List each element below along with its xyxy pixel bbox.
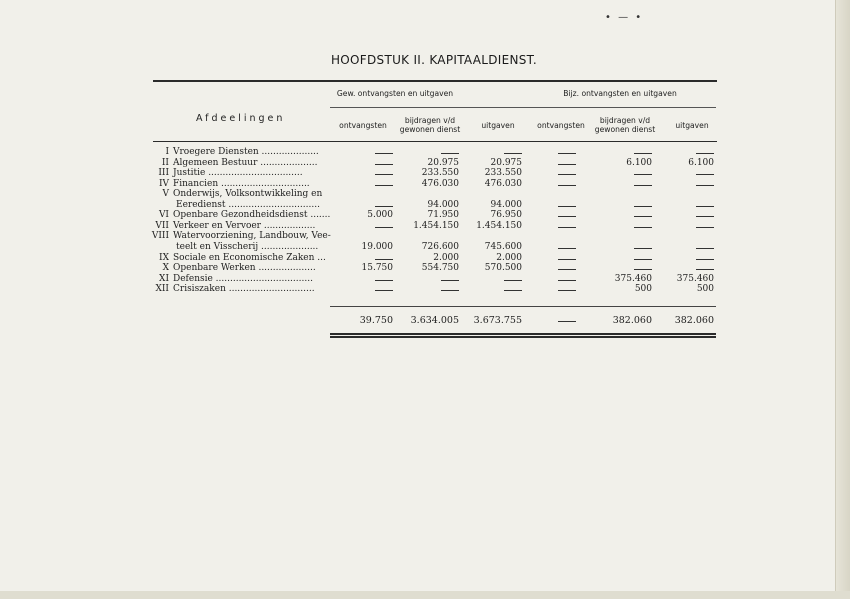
bijz-ontvangsten-dash [558, 174, 576, 175]
gew-ontvangsten-dash [375, 280, 393, 281]
corner-mark: • — • [605, 12, 644, 23]
table-row [0, 210, 850, 221]
page-edge-shadow [835, 0, 850, 599]
gew-uitgaven-value: 476.030 [484, 178, 522, 189]
table-row [0, 147, 850, 158]
gew-bijdragen-value: 233.550 [421, 168, 459, 179]
gew-uitgaven-value: 745.600 [484, 241, 522, 252]
bijz-ontvangsten-dash [558, 259, 576, 260]
gew-ontvangsten-dash [375, 153, 393, 154]
row-number: VI [158, 210, 169, 221]
row-number: X [162, 263, 169, 274]
gew-ontvangsten-value: 19.000 [361, 241, 393, 252]
page-bottom-edge [0, 591, 850, 599]
gew-ontvangsten-dash [375, 290, 393, 291]
gew-bijdragen-dash [441, 153, 459, 154]
top-rule [153, 80, 717, 82]
bijz-uitgaven-dash [696, 269, 714, 270]
bijz-uitgaven-value: 6.100 [688, 157, 714, 168]
bijz-uitgaven-dash [696, 153, 714, 154]
gew-uitgaven-value: 76.950 [490, 210, 522, 221]
row-number: II [161, 157, 169, 168]
table-row [0, 231, 850, 242]
row-number: III [158, 168, 169, 179]
row-number: VII [155, 220, 169, 231]
row-label: Algemeen Bestuur .................... [173, 157, 318, 168]
group-bijzondere: Bijz. ontvangsten en uitgaven [563, 89, 677, 98]
row-label: Crisiszaken .............................. [173, 284, 315, 295]
table-row [0, 221, 850, 232]
bijz-ontvangsten-dash [558, 164, 576, 165]
col-bijdragen-2-line2: gewonen dienst [594, 125, 656, 134]
row-label: Openbare Werken .................... [173, 263, 316, 274]
table-row [0, 284, 850, 295]
group-gewone: Gew. ontvangsten en uitgaven [336, 89, 454, 98]
bijz-uitgaven-dash [696, 216, 714, 217]
bijz-bijdragen-dash [634, 216, 652, 217]
gew-uitgaven-value: 94.000 [490, 199, 522, 210]
gew-uitgaven-value: 233.550 [484, 168, 522, 179]
row-label: Justitie ................................. [173, 168, 303, 179]
row-label: Financien ............................... [173, 178, 310, 189]
row-label: Openbare Gezondheidsdienst ....... [173, 210, 331, 221]
gew-bijdragen-value: 3.634.005 [410, 315, 459, 326]
row-label: Sociale en Economische Zaken ... [173, 252, 326, 263]
bijz-ontvangsten-dash [558, 185, 576, 186]
row-label: Onderwijs, Volksontwikkeling en [173, 189, 323, 200]
row-number: XII [155, 284, 169, 295]
bottom-rule-2 [330, 336, 716, 338]
bijz-ontvangsten-dash [558, 280, 576, 281]
gew-bijdragen-value: 2.000 [433, 252, 459, 263]
bijz-bijdragen-value: 375.460 [614, 273, 652, 284]
bijz-uitgaven-dash [696, 185, 714, 186]
table-row [0, 263, 850, 274]
col-bijdragen-1-line2: gewonen dienst [399, 125, 461, 134]
bijz-uitgaven-value: 500 [696, 284, 714, 295]
row-label: Watervoorziening, Landbouw, Vee- [173, 231, 331, 242]
table-row [0, 158, 850, 169]
bijz-bijdragen-dash [634, 174, 652, 175]
table-row [0, 168, 850, 179]
bijz-uitgaven-value: 375.460 [676, 273, 714, 284]
gew-uitgaven-dash [504, 153, 522, 154]
gew-bijdragen-value: 94.000 [427, 199, 459, 210]
bijz-uitgaven-dash [696, 259, 714, 260]
gew-bijdragen-value: 554.750 [421, 263, 459, 274]
col-bijdragen-1-line1: bijdragen v/d [404, 116, 456, 125]
bottom-rule-1 [330, 333, 716, 335]
col-uitgaven-2: uitgaven [675, 121, 709, 130]
bijz-bijdragen-dash [634, 269, 652, 270]
bijz-bijdragen-dash [634, 185, 652, 186]
total-rule [330, 306, 716, 307]
col-uitgaven-1: uitgaven [481, 121, 515, 130]
bijz-uitgaven-dash [696, 206, 714, 207]
bijz-bijdragen-value: 382.060 [612, 315, 652, 326]
gew-uitgaven-value: 20.975 [490, 157, 522, 168]
table-row [0, 242, 850, 253]
gew-ontvangsten-value: 15.750 [361, 263, 393, 274]
row-label: Vroegere Diensten .................... [173, 147, 319, 157]
bijz-ontvangsten-dash [558, 227, 576, 228]
gew-ontvangsten-value: 39.750 [359, 315, 393, 326]
row-number: I [165, 147, 169, 157]
bijz-bijdragen-value: 6.100 [626, 157, 652, 168]
row-number: VIII [151, 231, 169, 242]
col-bijdragen-2-line1: bijdragen v/d [599, 116, 651, 125]
bijz-ontvangsten-dash [558, 321, 576, 322]
gew-bijdragen-value: 1.454.150 [413, 220, 459, 231]
bijz-bijdragen-dash [634, 153, 652, 154]
row-label: teelt en Visscherij .................... [176, 241, 319, 252]
bijz-ontvangsten-dash [558, 153, 576, 154]
gew-uitgaven-value: 3.673.755 [473, 315, 522, 326]
gew-bijdragen-dash [441, 290, 459, 291]
row-number: IX [159, 252, 169, 263]
table-row [0, 274, 850, 285]
bijz-ontvangsten-dash [558, 290, 576, 291]
gew-uitgaven-value: 1.454.150 [476, 220, 522, 231]
row-number: IV [158, 178, 169, 189]
table-row [0, 179, 850, 190]
bijz-bijdragen-dash [634, 206, 652, 207]
totals-values [0, 315, 850, 326]
row-number: V [162, 189, 169, 200]
gew-bijdragen-value: 71.950 [427, 210, 459, 221]
gew-bijdragen-dash [441, 280, 459, 281]
page-title: HOOFDSTUK II. KAPITAALDIENST. [330, 53, 538, 67]
bijz-bijdragen-dash [634, 248, 652, 249]
gew-uitgaven-value: 570.500 [484, 263, 522, 274]
bijz-uitgaven-dash [696, 227, 714, 228]
table-row [0, 200, 850, 211]
bijz-uitgaven-dash [696, 174, 714, 175]
bijz-ontvangsten-dash [558, 269, 576, 270]
row-number: XI [159, 273, 169, 284]
bijz-ontvangsten-dash [558, 206, 576, 207]
gew-uitgaven-value: 2.000 [496, 252, 522, 263]
bijz-ontvangsten-dash [558, 248, 576, 249]
bijz-uitgaven-value: 382.060 [674, 315, 714, 326]
bijz-bijdragen-dash [634, 227, 652, 228]
group-rule [330, 107, 716, 108]
gew-uitgaven-dash [504, 290, 522, 291]
bijz-uitgaven-dash [696, 248, 714, 249]
table-row [0, 189, 850, 200]
col-ontvangsten-2: ontvangsten [537, 121, 585, 130]
gew-bijdragen-value: 476.030 [421, 178, 459, 189]
bijz-ontvangsten-dash [558, 216, 576, 217]
gew-bijdragen-value: 20.975 [427, 157, 459, 168]
row-header: Afdeelingen [196, 113, 286, 124]
row-label: Eeredienst ................................ [176, 199, 320, 210]
col-ontvangsten-1: ontvangsten [339, 121, 387, 130]
row-label: Verkeer en Vervoer .................. [173, 220, 316, 231]
header-rule [153, 141, 717, 142]
gew-uitgaven-dash [504, 280, 522, 281]
gew-ontvangsten-value: 5.000 [367, 210, 393, 221]
table-row [0, 253, 850, 264]
bijz-bijdragen-dash [634, 259, 652, 260]
row-label: Defensie .................................. [173, 273, 313, 284]
gew-bijdragen-value: 726.600 [421, 241, 459, 252]
bijz-bijdragen-value: 500 [634, 284, 652, 295]
